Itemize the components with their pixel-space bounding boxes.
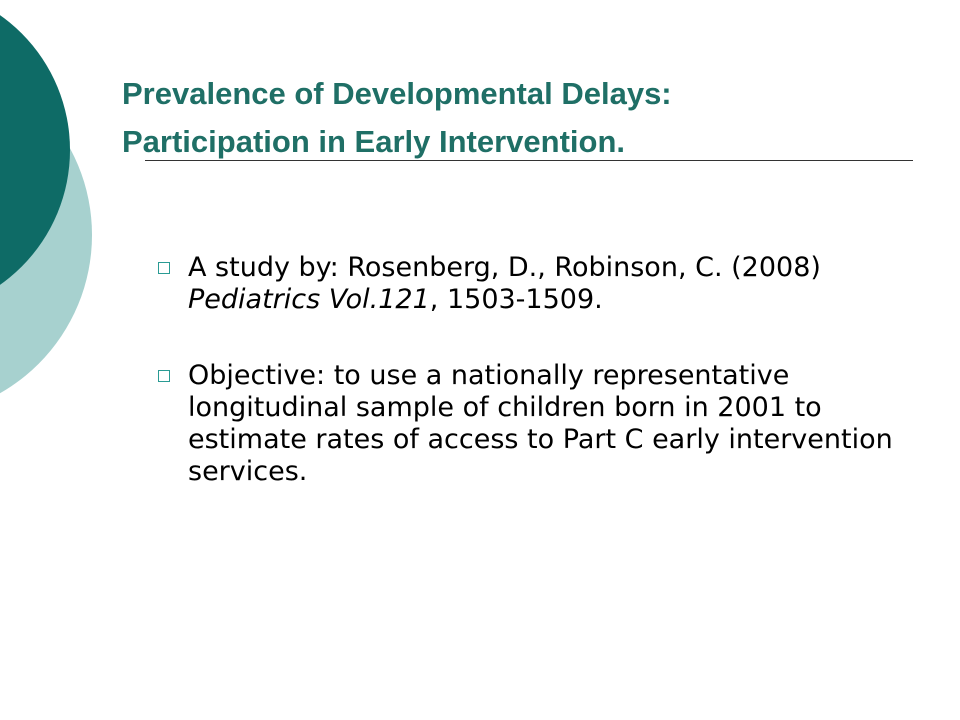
bullet-list: [150, 252, 910, 488]
bullet-item-study: [150, 252, 910, 316]
bullet-item-objective: [150, 360, 910, 488]
title-underline: [145, 160, 913, 161]
journal-name: Pediatrics Vol.121: [188, 284, 430, 315]
objective-text: Objective: to use a nationally representative longitudinal sample of children born in 2001 to estimate rates of access to Part C early intervention services.: [188, 360, 893, 487]
title-line-1: Prevalence of Developmental Delays:: [122, 76, 672, 111]
square-bullet-icon: [158, 370, 170, 382]
study-citation-prefix: A study by: Rosenberg, D., Robinson, C. (2008): [188, 252, 821, 283]
decorative-circles: [0, 0, 140, 400]
title-line-2: Participation in Early Intervention.: [122, 124, 625, 159]
square-bullet-icon: [158, 262, 170, 274]
slide-title: [122, 70, 922, 166]
study-citation-suffix: , 1503-1509.: [429, 284, 603, 315]
